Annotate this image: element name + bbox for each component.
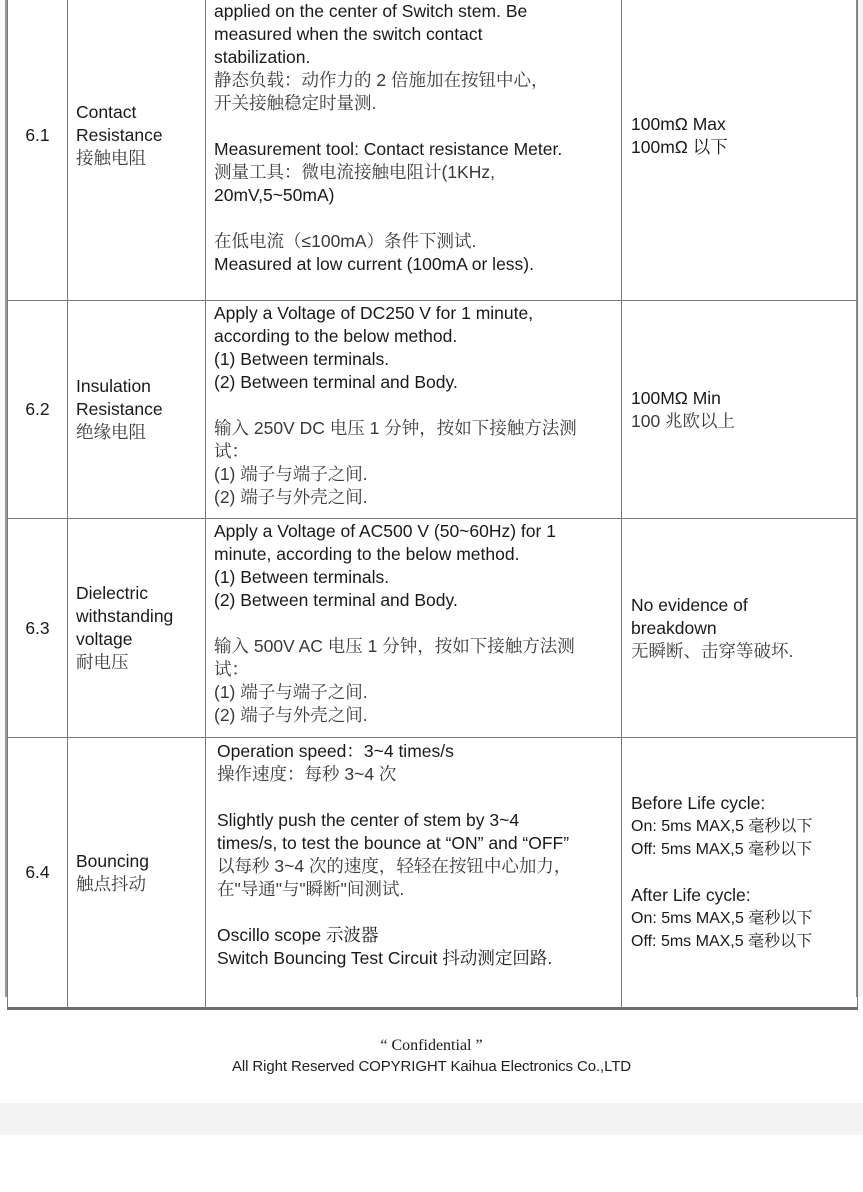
test-criteria: 100mΩ Max 100mΩ 以下 [622, 0, 858, 301]
test-method: applied on the center of Switch stem. Be measured when the switch contact stabilization. 静态负载：动作力的 2 倍施加在按钮中心， 开关接触稳定时量测. Measurement tool: Contact resistance Meter. 测量工具：微电流接触电阻计(1KHz, 20mV,5~50mA) 在低电流（≤100mA）条件下测试. Measured at low current (100mA or less). [206, 0, 622, 301]
test-method: Apply a Voltage of DC250 V for 1 minute, according to the below method. (1) Between terminals. (2) Between terminal and Body. 输入 250V DC 电压 1 分钟，按如下接触方法测 试： (1) 端子与端子之间. (2) 端子与外壳之间. [206, 301, 622, 519]
row-number: 6.4 [8, 738, 68, 1009]
confidential-label: “ Confidential ” [380, 1037, 483, 1054]
row-number: 6.2 [8, 301, 68, 519]
row-number: 6.1 [8, 0, 68, 301]
page-left-edge [0, 0, 7, 997]
table-row [8, 301, 858, 519]
table-row [8, 519, 858, 738]
test-item: Insulation Resistance 绝缘电阻 [68, 301, 206, 519]
table-row [8, 738, 858, 1009]
electrical-spec-table [7, 0, 858, 1010]
test-item: Contact Resistance 接触电阻 [68, 0, 206, 301]
test-criteria: 100MΩ Min 100 兆欧以上 [622, 301, 858, 519]
table-row [8, 0, 858, 301]
row-number: 6.3 [8, 519, 68, 738]
copyright-notice: All Right Reserved COPYRIGHT Kaihua Electronics Co.,LTD [231, 1058, 632, 1075]
test-item: Bouncing 触点抖动 [68, 738, 206, 1009]
test-item: Dielectric withstanding voltage 耐电压 [68, 519, 206, 738]
test-method: Operation speed：3~4 times/s 操作速度：每秒 3~4 次 Slightly push the center of stem by 3~4 times/s, to test the bounce at “ON” and “OFF” 以每秒 3~4 次的速度，轻轻在按钮中心加力， 在"导通"与"瞬断"间测试. Oscillo scope 示波器 Switch Bouncing Test Circuit 抖动测定回路. [206, 738, 622, 1009]
test-criteria: Before Life cycle: On: 5ms MAX,5 毫秒以下 Off: 5ms MAX,5 毫秒以下 After Life cycle: On: 5ms MAX,5 毫秒以下 Off: 5ms MAX,5 毫秒以下 [622, 738, 858, 1009]
test-method: Apply a Voltage of AC500 V (50~60Hz) for 1 minute, according to the below method. (1) Between terminals. (2) Between terminal and Body. 输入 500V AC 电压 1 分钟，按如下接触方法测 试： (1) 端子与端子之间. (2) 端子与外壳之间. [206, 519, 622, 738]
test-criteria: No evidence of breakdown 无瞬断、击穿等破坏. [622, 519, 858, 738]
document-footer [0, 1036, 863, 1078]
page-separator [0, 1103, 863, 1135]
